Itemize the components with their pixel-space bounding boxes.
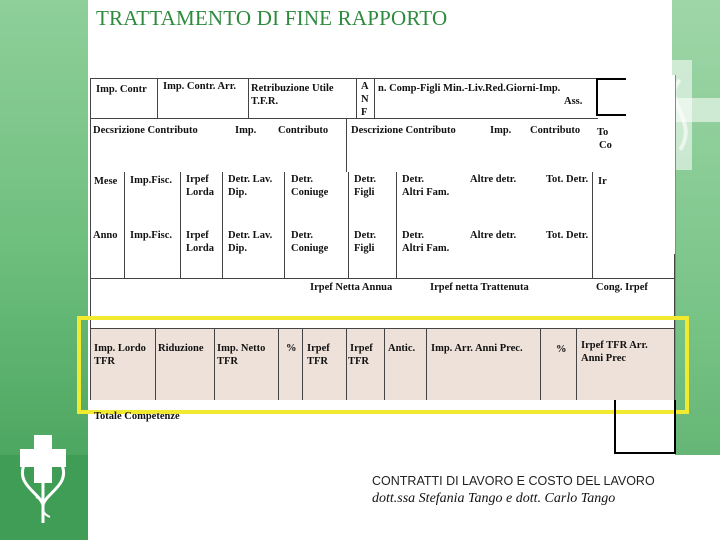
header-imp-fisc: Imp.Fisc. [130, 175, 172, 186]
grid-line [592, 172, 593, 278]
header-imp-contr-arr: Imp. Contr. Arr. [163, 81, 237, 92]
header-anf-n: N [361, 94, 369, 105]
grid-line [180, 172, 181, 278]
header-irpef-lorda-a: Irpef [186, 174, 209, 185]
header-detr-coniuge-b: Coniuge [291, 187, 329, 198]
caduceus-cross-icon [12, 435, 74, 525]
header-anno: Anno [93, 230, 118, 241]
header-imp-netto-tfr-a: Imp. Netto [217, 343, 266, 354]
header-detr-lav-a: Detr. Lav. [228, 174, 273, 185]
header-totale-a: To [597, 127, 609, 138]
footer-authors: dott.ssa Stefania Tango e dott. Carlo Tango [372, 491, 616, 506]
header-antic: Antic. [388, 343, 416, 354]
header-descrizione-contributo: Decsrizione Contributo [93, 125, 198, 136]
header-ass: Ass. [564, 96, 583, 107]
header-detr-altri-fam-2a: Detr. [402, 230, 425, 241]
header-contributo: Contributo [278, 125, 329, 136]
header-detr-lav-b: Dip. [228, 187, 247, 198]
grid-line [346, 118, 347, 172]
grid-line [284, 172, 285, 278]
header-riduzione: Riduzione [158, 343, 204, 354]
header-imp-contr: Imp. Contr [96, 84, 147, 95]
header-detr-altri-fam-b: Altri Fam. [402, 187, 450, 198]
black-frame-bottom [614, 400, 676, 454]
header-anf-a: A [361, 81, 369, 92]
header-descrizione-contributo-2: Descrizione Contributo [351, 125, 456, 136]
header-imp-netto-tfr-b: TFR [217, 356, 238, 367]
header-contributo-2: Contributo [530, 125, 581, 136]
header-irpef-netta-annua: Irpef Netta Annua [310, 282, 393, 293]
grid-line [248, 78, 249, 118]
header-anf-f: F [361, 107, 368, 118]
header-imp-lordo-tfr-b: TFR [94, 356, 115, 367]
header-irpef-netta: Ir [598, 176, 607, 187]
grid-line [348, 172, 349, 278]
header-irpef-tfr-2b: TFR [348, 356, 369, 367]
header-imp: Imp. [235, 125, 257, 136]
header-percent: % [286, 343, 297, 354]
header-irpef-tfr-a: Irpef [307, 343, 330, 354]
header-retribuzione-utile: Retribuzione Utile [251, 83, 334, 94]
header-detr-figli-2b: Figli [354, 243, 375, 254]
header-detr-altri-fam-a: Detr. [402, 174, 425, 185]
header-detr-figli-b: Figli [354, 187, 375, 198]
header-tot-detr-2: Tot. Detr. [546, 230, 589, 241]
header-totale-competenze: Totale Competenze [94, 411, 180, 422]
header-imp-2: Imp. [490, 125, 512, 136]
header-irpef-tfr-arr-b: Anni Prec [581, 353, 627, 364]
header-n-comp: n. Comp-Figli Min.-Liv.Red.Giorni-Imp. [378, 83, 561, 94]
header-detr-coniuge-a: Detr. [291, 174, 314, 185]
grid-line [222, 172, 223, 278]
grid-line [157, 78, 158, 118]
header-mese: Mese [94, 176, 118, 187]
header-irpef-netta-trattenuta: Irpef netta Trattenuta [430, 282, 529, 293]
header-altre-detr-2: Altre detr. [470, 230, 517, 241]
header-detr-figli-2a: Detr. [354, 230, 377, 241]
header-tfr: T.F.R. [251, 96, 279, 107]
grid-line [124, 172, 125, 278]
header-irpef-tfr-2a: Irpef [350, 343, 373, 354]
tfr-highlight-box [77, 316, 689, 414]
header-detr-altri-fam-2b: Altri Fam. [402, 243, 450, 254]
grid-line [374, 78, 375, 118]
header-irpef-tfr-arr-a: Irpef TFR Arr. [581, 340, 648, 351]
header-imp-lordo-tfr-a: Imp. Lordo [94, 343, 146, 354]
header-detr-figli-a: Detr. [354, 174, 377, 185]
page-title: TRATTAMENTO DI FINE RAPPORTO [96, 6, 448, 30]
black-frame [596, 78, 626, 116]
footer-course-title: CONTRATTI DI LAVORO E COSTO DEL LAVORO [372, 474, 655, 488]
header-irpef-lorda-2b: Lorda [186, 243, 215, 254]
header-irpef-tfr-b: TFR [307, 356, 328, 367]
header-detr-lav-2a: Detr. Lav. [228, 230, 273, 241]
grid-line [396, 172, 397, 278]
header-tot-detr: Tot. Detr. [546, 174, 589, 185]
header-irpef-lorda-b: Lorda [186, 187, 215, 198]
header-percent-2: % [556, 344, 567, 355]
header-altre-detr: Altre detr. [470, 174, 517, 185]
header-detr-coniuge-2b: Coniuge [291, 243, 329, 254]
header-detr-coniuge-2a: Detr. [291, 230, 314, 241]
header-cong-irpef: Cong. Irpef [596, 282, 648, 293]
header-irpef-lorda-2a: Irpef [186, 230, 209, 241]
grid-line [90, 278, 674, 279]
header-imp-arr-anni-prec: Imp. Arr. Anni Prec. [431, 343, 523, 354]
grid-line [356, 78, 357, 118]
grid-line [90, 118, 598, 119]
grid-line [90, 78, 598, 79]
header-totale-b: Co [599, 140, 612, 151]
header-detr-lav-2b: Dip. [228, 243, 247, 254]
header-imp-fisc-2: Imp.Fisc. [130, 230, 172, 241]
